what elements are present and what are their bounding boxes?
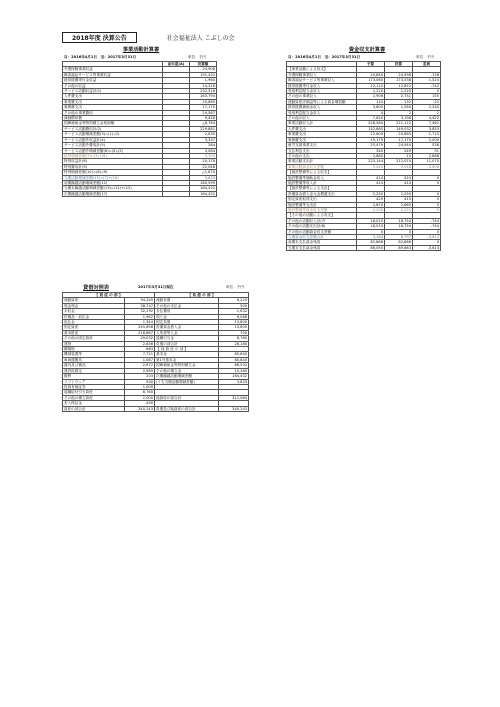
table-cell: サービス活動外費用計(5)	[63, 143, 163, 148]
table-cell: サービス活動外増減差額(6)=(4)-(5)	[63, 148, 163, 153]
table-cell: 164,432	[190, 186, 217, 191]
table-cell: 223,144	[357, 159, 385, 164]
table-cell: 5,703	[190, 153, 217, 158]
table-cell: 次期繰越活動増減差額(17)	[63, 191, 163, 196]
table-cell: 基本財産	[63, 330, 125, 335]
table-cell: -5	[413, 207, 441, 212]
table-cell: 特別収益計(8)	[63, 159, 163, 164]
year-badge: 2018年度 決算公告	[62, 32, 137, 43]
table-cell: 介護保険事業収入	[287, 72, 357, 77]
table-cell: 経常経費補助金収入	[287, 105, 357, 110]
table-cell: その他の収入	[287, 116, 357, 121]
cashflow-table	[286, 61, 441, 251]
table-cell: 固定負債	[155, 320, 219, 325]
table-cell: 0	[413, 240, 441, 245]
table-cell: 1,715	[413, 132, 441, 137]
table-cell: 6,797	[385, 235, 413, 240]
table-cell: 減価償却費	[63, 116, 163, 121]
table-cell: 212,074	[385, 159, 413, 164]
table-cell: 17,170	[190, 105, 217, 110]
table-cell: 負債の部合計	[155, 341, 219, 346]
table-cell: 0	[413, 175, 441, 180]
balance-title: 貸借対照表	[83, 285, 109, 291]
table-cell: 2	[413, 110, 441, 115]
table-cell: ソフトウェア	[63, 379, 125, 384]
cashflow-period: 自：2016年4月1日 至：2017年3月31日	[288, 55, 361, 59]
table-cell: 245,898	[125, 325, 155, 330]
table-cell: 110	[357, 99, 385, 104]
table-cell: 18,010	[357, 218, 385, 223]
table-cell: 当期末繰越活動増減差額(13)=(11)+(12)	[63, 186, 163, 191]
table-cell: 1,632	[219, 309, 249, 314]
table-cell: その他の活動資金収支差額	[287, 229, 357, 234]
table-cell: 228,584	[357, 121, 385, 126]
table-cell: 20,665	[190, 99, 217, 104]
cashflow-unit: 単位：千円	[416, 55, 434, 59]
table-cell: 固定資産	[63, 325, 125, 330]
table-cell: 事務費支出	[287, 137, 357, 142]
table-cell: 86,050	[357, 245, 385, 250]
table-cell: 2	[385, 110, 413, 115]
table-cell: -3,613	[413, 235, 441, 240]
table-cell: その他の積立金	[155, 368, 219, 373]
table-cell: 支払利息支出	[287, 148, 357, 153]
table-cell: 500	[219, 303, 249, 308]
table-cell: 82,866	[385, 240, 413, 245]
table-cell: 特別費用計(9)	[63, 164, 163, 169]
col-diff: 差異	[413, 62, 441, 67]
table-cell: 191,432	[190, 72, 217, 77]
table-cell: その他の活動収入計(7)	[287, 218, 357, 223]
balance-unit: 単位：千円	[226, 285, 244, 289]
table-cell: 経常経費寄付金収益	[63, 78, 163, 83]
table-cell: 12	[385, 153, 413, 158]
table-cell: 28,180	[219, 341, 249, 346]
table-cell: 事務費支出	[63, 105, 163, 110]
table-cell: 340,243	[219, 406, 249, 411]
table-cell	[163, 191, 190, 196]
table-cell: 2,665	[385, 202, 413, 207]
table-cell: 施設整備等補助金収入	[287, 175, 357, 180]
table-cell: 24,908	[190, 67, 217, 72]
table-cell: 預り金	[155, 314, 219, 319]
table-cell: 18,754	[385, 224, 413, 229]
table-cell: 0	[413, 229, 441, 234]
table-cell: -158	[413, 72, 441, 77]
table-cell: 機械装置等	[63, 352, 125, 357]
table-cell: 3,800	[357, 105, 385, 110]
table-cell: 0	[413, 180, 441, 185]
table-cell: その他の収益	[63, 83, 163, 88]
table-cell: 事業活動資金収支差額	[287, 164, 357, 169]
cashflow-title: 資金収支計算書	[348, 47, 386, 53]
table-cell: 149,032	[385, 126, 413, 131]
table-cell: 4,422	[413, 116, 441, 121]
table-cell: 18,010	[357, 224, 385, 229]
table-cell: 【施設整備等による収支】	[287, 170, 357, 175]
table-cell: 投資有価証券	[63, 384, 125, 389]
table-cell: 施設整備等資金収支差額	[287, 207, 357, 212]
table-cell: 132	[385, 99, 413, 104]
table-cell: 仮払金	[63, 320, 125, 325]
table-cell: 7,721	[125, 352, 155, 357]
table-cell: その他の活動支出計(8)	[287, 224, 357, 229]
table-cell: 264	[190, 143, 217, 148]
table-cell: 22,600	[357, 132, 385, 137]
table-cell: 流動資産	[63, 298, 125, 303]
table-cell: 13,800	[219, 325, 249, 330]
table-cell: 未収金	[63, 309, 125, 314]
table-cell: 2,969	[125, 368, 155, 373]
table-cell: 1,087	[125, 357, 155, 362]
table-cell: 3,198	[385, 116, 413, 121]
table-cell: 0	[413, 89, 441, 94]
table-cell: 66,532	[219, 363, 249, 368]
table-cell: 第1号基本金	[155, 357, 219, 362]
table-cell: 5	[413, 202, 441, 207]
activity-table	[62, 61, 217, 197]
table-cell: 人件費支出	[287, 126, 357, 131]
table-cell: 7,462	[413, 121, 441, 126]
table-cell: 2,880	[357, 153, 385, 158]
table-cell: 貯蔵品・前払金	[63, 314, 125, 319]
table-cell: 91	[413, 148, 441, 153]
table-cell: 純資産の部合計	[155, 395, 219, 400]
table-cell: 流動負債	[155, 298, 219, 303]
table-cell: 建設仮勘定	[63, 368, 125, 373]
table-cell: 340,243	[125, 406, 155, 411]
table-cell: 24,944	[385, 143, 413, 148]
table-cell: 1,220	[357, 89, 385, 94]
activity-unit: 単位：千円	[188, 55, 206, 59]
table-cell: 6,088	[219, 314, 249, 319]
table-cell: 障害福祉サービス等事業収入	[287, 78, 357, 83]
table-cell: 0	[357, 229, 385, 234]
table-cell: 受取利息配当金収入	[287, 89, 357, 94]
table-cell: サービス活動増減差額(3)=(1)-(2)	[63, 132, 163, 137]
table-cell: 232,516	[190, 89, 217, 94]
table-cell: 1,220	[385, 89, 413, 94]
table-cell: -3,613	[413, 245, 441, 250]
table-cell: 【 純 資 産 の 部 】	[155, 347, 219, 352]
table-cell: 18,754	[385, 218, 413, 223]
table-cell: 173,536	[385, 78, 413, 83]
table-cell: 前期末支払資金残高	[287, 240, 357, 245]
liabilities-heading: 【 負 債 の 部 】	[155, 293, 249, 298]
table-cell: 1,560	[385, 105, 413, 110]
page-header	[62, 32, 235, 43]
table-cell: 160,599	[190, 180, 217, 185]
table-cell: サービス活動外収益計(4)	[63, 137, 163, 142]
table-cell: (うち当期活動増減差額)	[155, 379, 219, 384]
table-row	[63, 191, 217, 196]
table-cell: 就労支援事業支出	[287, 143, 357, 148]
table-cell: 8,220	[219, 298, 249, 303]
table-cell: 152,885	[357, 126, 385, 131]
table-cell: 9,428	[190, 116, 217, 121]
table-cell: 3,853	[413, 126, 441, 131]
table-cell: 203	[125, 374, 155, 379]
table-cell: 1,962	[125, 314, 155, 319]
table-cell: 資産の部合計	[63, 406, 125, 411]
table-cell: 退職給付引当資産	[63, 390, 125, 395]
table-cell: △1,870	[190, 170, 217, 175]
table-cell: 173,060	[357, 78, 385, 83]
table-cell: その他の支出	[287, 153, 357, 158]
table-cell: 24,998	[385, 72, 413, 77]
table-cell: 設備資金借入金元金償還支出	[287, 191, 357, 196]
table-cell: 216,867	[125, 330, 155, 335]
table-cell: 退職引当金	[155, 336, 219, 341]
table-cell: 差入保証金	[63, 401, 125, 406]
table-cell: 164,432	[190, 191, 217, 196]
table-cell: 【事業活動による収支】	[287, 67, 357, 72]
table-cell: サービス活動収益計(1)	[63, 89, 163, 94]
table-cell: 事業費支出	[63, 99, 163, 104]
table-cell: 事業活動支出計	[287, 159, 357, 164]
table-cell: 8,760	[125, 390, 155, 395]
table-cell: 80,840	[219, 357, 249, 362]
table-cell: 障害福祉サービス等事業収益	[63, 72, 163, 77]
table-cell: 9,048	[385, 164, 413, 169]
table-cell: 14,216	[190, 83, 217, 88]
table-cell: 当期資金収支差額合計	[287, 235, 357, 240]
table-cell: 164,432	[219, 374, 249, 379]
table-cell: 未払費用	[155, 309, 219, 314]
table-cell: 663	[125, 347, 155, 352]
table-row	[287, 245, 441, 250]
table-cell: 5	[413, 197, 441, 202]
table-cell: 3,833	[190, 175, 217, 180]
col-prev: 前年度(A)	[163, 62, 190, 67]
table-cell: 3,084	[190, 148, 217, 153]
table-cell: 58,747	[125, 303, 155, 308]
table-cell: その他の事業費用	[63, 110, 163, 115]
table-cell: 12,852	[385, 83, 413, 88]
table-cell: 特別増減差額(10)=(8)-(9)	[63, 170, 163, 175]
table-cell: 建物	[63, 341, 125, 346]
table-cell: 1,344	[125, 320, 155, 325]
table-cell: 500	[125, 379, 155, 384]
table-cell: 22,048	[190, 164, 217, 169]
table-cell: 当期末支払資金残高	[287, 245, 357, 250]
table-cell: -742	[413, 83, 441, 88]
table-cell: 2,636	[125, 341, 155, 346]
table-cell: 2,670	[357, 202, 385, 207]
table-cell: 2,751	[385, 94, 413, 99]
table-cell: 400	[125, 401, 155, 406]
table-cell: 3,337	[190, 137, 217, 142]
table-cell: 1,524	[413, 78, 441, 83]
table-cell: 94,345	[125, 298, 155, 303]
table-cell: 536	[413, 143, 441, 148]
table-cell: 3,184	[357, 235, 385, 240]
table-cell: 2,240	[413, 105, 441, 110]
table-cell: 414	[385, 175, 413, 180]
table-cell: 事業活動収入計	[287, 121, 357, 126]
col-result: 決算	[385, 62, 413, 67]
table-cell: 2,009	[413, 137, 441, 142]
balance-date: 2017年3月31日現在	[138, 285, 174, 289]
table-cell: 20,885	[385, 132, 413, 137]
table-cell: その他の事業収入	[287, 94, 357, 99]
table-cell: 414	[357, 175, 385, 180]
table-cell: 17,170	[385, 137, 413, 142]
table-cell: 施設整備等収入計	[287, 180, 357, 185]
table-cell: 13,800	[219, 320, 249, 325]
table-cell: 24,587	[190, 110, 217, 115]
table-cell: 2,906	[357, 94, 385, 99]
table-cell: 249	[385, 148, 413, 153]
table-cell: 2,872	[125, 363, 155, 368]
table-cell: 設備資金借入金	[155, 325, 219, 330]
table-cell: 【その他の活動による収支】	[287, 213, 357, 218]
table-cell: 12,110	[357, 83, 385, 88]
table-cell: 11,070	[413, 159, 441, 164]
table-cell: 入所者等入金	[155, 330, 219, 335]
table-cell: 4	[357, 110, 385, 115]
table-cell: 415	[385, 197, 413, 202]
table-cell: その他の積立資産	[63, 395, 125, 400]
table-cell: 2,635	[190, 132, 217, 137]
table-cell: 2,250	[357, 191, 385, 196]
table-cell: 器具及び備品	[63, 363, 125, 368]
table-cell: -3,608	[413, 164, 441, 169]
table-cell: その他の固定資産	[63, 336, 125, 341]
table-cell: 構築物	[63, 347, 125, 352]
col-budget: 予算	[357, 62, 385, 67]
table-cell: 24,840	[357, 72, 385, 77]
table-cell: 340	[357, 148, 385, 153]
table-cell: 【施設整備等による支出】	[287, 186, 357, 191]
table-cell: 414	[357, 180, 385, 185]
table-cell: 82,866	[357, 240, 385, 245]
table-cell: -2,251	[385, 207, 413, 212]
balance-table	[62, 292, 249, 412]
table-cell: 固定資産取得支出	[287, 197, 357, 202]
table-cell: 介護保険事業収益	[63, 67, 163, 72]
table-cell: サービス活動費用計(2)	[63, 126, 163, 131]
table-cell: 0	[385, 229, 413, 234]
table-cell: 229,881	[190, 126, 217, 131]
table-cell: 経常増減差額(7)=(3)+(6)	[63, 153, 163, 158]
table-cell: 0	[413, 191, 441, 196]
table-cell: 8,760	[219, 336, 249, 341]
table-cell: 前期繰越活動増減差額(12)	[63, 180, 163, 185]
table-cell: 3,833	[219, 379, 249, 384]
table-cell: 5,440	[357, 164, 385, 169]
table-cell: 当期活動増減差額(11)=(7)+(10)	[63, 175, 163, 180]
table-cell: 2,250	[385, 191, 413, 196]
table-cell: -744	[413, 218, 441, 223]
table-cell: -2,256	[357, 207, 385, 212]
table-cell: 10,260	[219, 368, 249, 373]
table-cell: 32,292	[125, 309, 155, 314]
table-cell: 受取利息配当金収入	[287, 110, 357, 115]
table-cell: 流動資産評価益等による資金増加額	[287, 99, 357, 104]
table-cell: 414	[385, 180, 413, 185]
table-cell: △8,764	[190, 121, 217, 126]
table-cell: 163,794	[190, 94, 217, 99]
table-cell: 221,122	[385, 121, 413, 126]
table-cell: 2,000	[125, 395, 155, 400]
col-actual: 決算額	[190, 62, 217, 67]
table-cell: 19,179	[357, 137, 385, 142]
table-cell: 1,960	[190, 78, 217, 83]
table-cell: 80,840	[219, 352, 249, 357]
activity-period: 自：2016年4月1日 至：2017年3月31日	[64, 55, 137, 59]
table-cell: 車両運搬具	[63, 357, 125, 362]
table-cell: -22	[413, 99, 441, 104]
table-cell: 権利	[63, 374, 125, 379]
activity-title: 事業活動計算書	[122, 47, 160, 53]
table-cell: 国庫補助金等特別積立金	[155, 363, 219, 368]
table-cell: 420	[357, 197, 385, 202]
assets-heading: 【 資 産 の 部 】	[63, 293, 155, 298]
table-cell: 20,178	[190, 159, 217, 164]
org-name: 社会福祉法人 こぶしの会	[166, 35, 235, 42]
table-cell: 155	[413, 94, 441, 99]
table-cell: 7,620	[357, 116, 385, 121]
table-cell: 人件費支出	[63, 94, 163, 99]
table-cell: 312,064	[219, 395, 249, 400]
table-cell: 施設整備等支出計	[287, 202, 357, 207]
table-cell: 現金預金	[63, 303, 125, 308]
table-row	[63, 406, 249, 411]
table-cell: 経常経費寄付金収入	[287, 83, 357, 88]
table-cell: 次期繰越活動増減差額	[155, 374, 219, 379]
table-cell: 基本金	[155, 352, 219, 357]
table-cell: 700	[219, 330, 249, 335]
table-cell: -744	[413, 224, 441, 229]
table-cell: 89,663	[385, 245, 413, 250]
table-cell: 25,479	[357, 143, 385, 148]
table-cell: 事業費支出	[287, 132, 357, 137]
table-cell: 2,868	[413, 153, 441, 158]
table-cell: その他の未払金	[155, 303, 219, 308]
table-cell: 国庫補助金等特別積立金取崩額	[63, 121, 163, 126]
table-cell: 負債及び純資産の部合計	[155, 406, 219, 411]
table-cell: 29,032	[125, 336, 155, 341]
table-cell: 1,000	[125, 384, 155, 389]
